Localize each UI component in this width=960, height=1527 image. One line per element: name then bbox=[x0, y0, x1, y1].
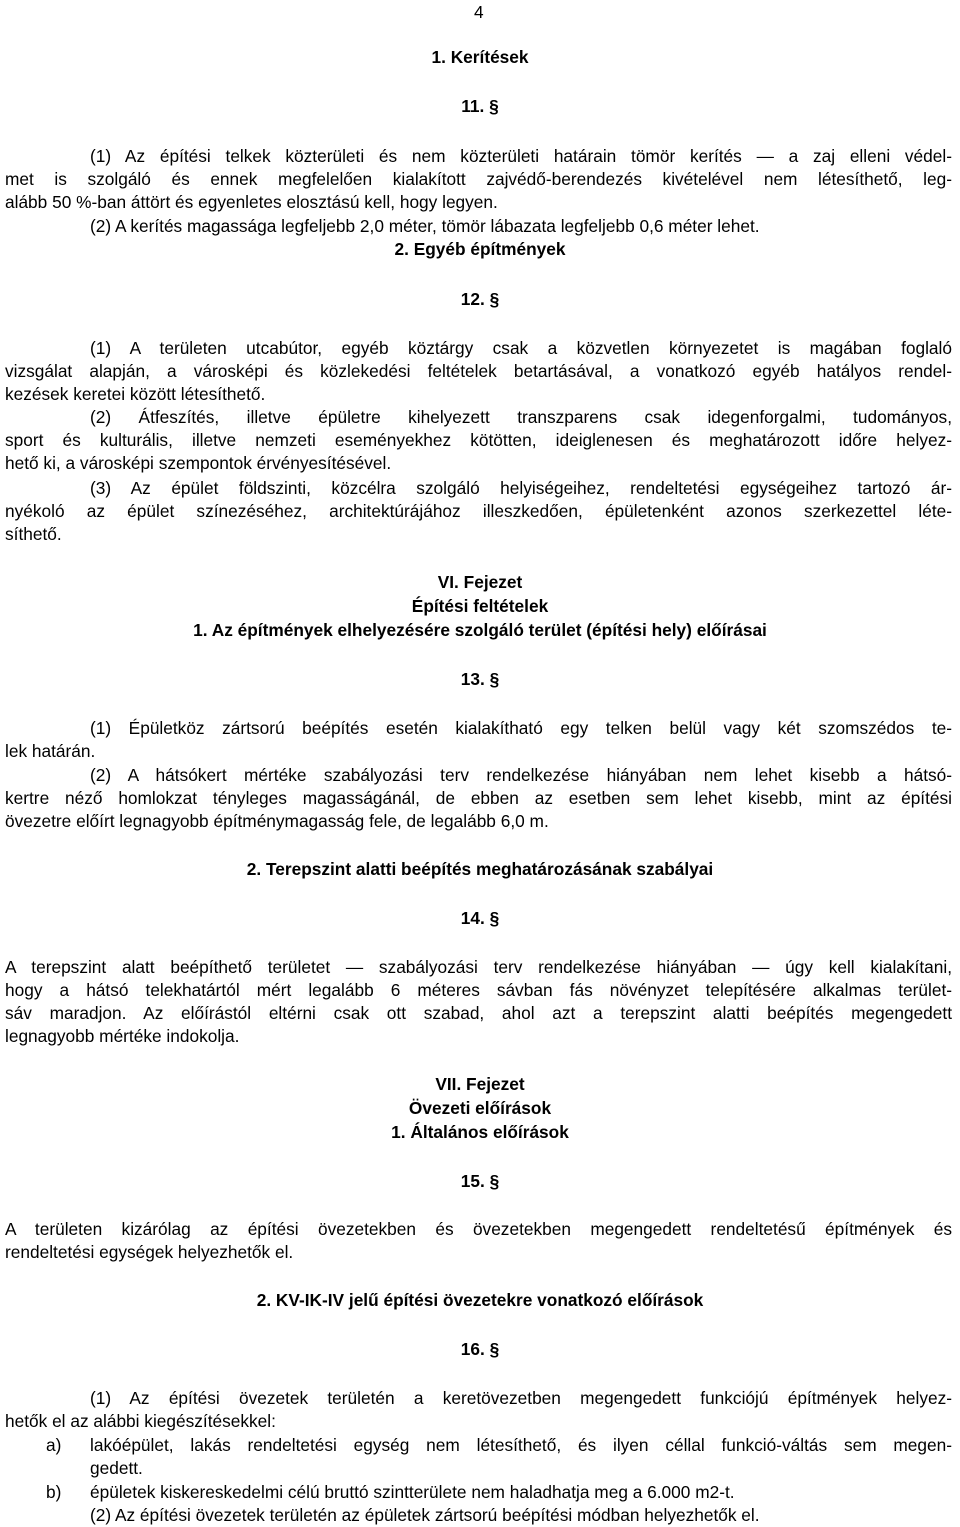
text-line: (1) A területen utcabútor, egyéb köztárgy csak a közvetlen környezetet is magában foglaló bbox=[90, 338, 952, 358]
text-line: övezetre előírt legnagyobb építménymagasság fele, de legalább 6,0 m. bbox=[5, 811, 549, 831]
text-line: nyékoló az épület színezéséhez, architektúrájához illeszkedően, épületenként azonos szerkezettel léte- bbox=[5, 501, 952, 521]
list-marker: b) bbox=[46, 1482, 62, 1502]
text-line: alább 50 %-ban áttört és egyenletes elosztású kell, hogy legyen. bbox=[5, 192, 498, 212]
list-item-text: gedett. bbox=[90, 1458, 143, 1478]
paragraph-number: 12. § bbox=[460, 289, 500, 309]
section-heading: 1. Az építmények elhelyezésére szolgáló terület (építési hely) előírásai bbox=[193, 620, 767, 640]
section-heading: 1. Általános előírások bbox=[391, 1122, 569, 1142]
paragraph-number: 16. § bbox=[460, 1339, 500, 1359]
text-line: hető ki, a városképi szempontok érvényesítésével. bbox=[5, 453, 392, 473]
text-line: legnagyobb mértéke indokolja. bbox=[5, 1026, 240, 1046]
text-line: kezések keretei között létesíthető. bbox=[5, 384, 266, 404]
text-line: (2) Az építési övezetek területén az épületek zártsorú beépítési módban helyezhetők el. bbox=[90, 1505, 760, 1525]
section-heading: 2. KV-IK-IV jelű építési övezetekre vonatkozó előírások bbox=[256, 1290, 704, 1310]
page-number: 4 bbox=[474, 2, 484, 22]
text-line: sáv maradjon. Az előírástól eltérni csak ott szabad, ahol azt a terepszint alatti beépítés megengedett bbox=[5, 1003, 952, 1023]
list-item-text: épületek kiskereskedelmi célú bruttó szintterülete nem haladhatja meg a 6.000 m2-t. bbox=[90, 1482, 735, 1502]
text-line: (1) Épületköz zártsorú beépítés esetén kialakítható egy telken belül vagy két szomszédos te- bbox=[90, 718, 952, 738]
text-line: rendeltetési egységek helyezhetők el. bbox=[5, 1242, 294, 1262]
paragraph-number: 14. § bbox=[460, 908, 500, 928]
section-heading: 2. Terepszint alatti beépítés meghatározásának szabályai bbox=[246, 859, 714, 879]
text-line: hogy a hátsó telekhatártól mért legalább 6 méteres sávban fás növényzet telepítésére alkalmas terület- bbox=[5, 980, 952, 1000]
paragraph-number: 11. § bbox=[461, 96, 499, 116]
text-line: síthető. bbox=[5, 524, 62, 544]
text-line: A területen kizárólag az építési övezetekben és övezetekben megengedett rendeltetésű építmények és bbox=[5, 1219, 952, 1239]
text-line: met is szolgáló és ennek megfelelően kialakított zajvédő-berendezés kivételével nem létesíthető, leg- bbox=[5, 169, 952, 189]
paragraph-number: 13. § bbox=[460, 669, 500, 689]
text-line: hetők el az alábbi kiegészítésekkel: bbox=[5, 1411, 276, 1431]
text-line: lek határán. bbox=[5, 741, 96, 761]
chapter-heading: VII. Fejezet bbox=[435, 1074, 525, 1094]
section-heading: 1. Kerítések bbox=[431, 47, 529, 67]
text-line: sport és kulturális, illetve nemzeti eseményekhez kötötten, ideiglenesen és meghatározott időre helyez- bbox=[5, 430, 952, 450]
text-line: (2) Átfeszítés, illetve épületre kihelyezett transzparens csak idegenforgalmi, tudományos, bbox=[90, 407, 952, 427]
text-line: (1) Az építési telkek közterületi és nem közterületi határain tömör kerítés — a zaj elleni védel- bbox=[90, 146, 952, 166]
text-line: vizsgálat alapján, a városképi és közlekedési feltételek betartásával, a vonatkozó egyéb hatályos rendel- bbox=[5, 361, 952, 381]
chapter-title: Építési feltételek bbox=[411, 596, 549, 616]
text-line: (3) Az épület földszinti, közcélra szolgáló helyiségeihez, rendeltetési egységeihez tartozó ár- bbox=[90, 478, 952, 498]
chapter-title: Övezeti előírások bbox=[408, 1098, 552, 1118]
paragraph-number: 15. § bbox=[460, 1171, 500, 1191]
list-item-text: lakóépület, lakás rendeltetési egység nem létesíthető, és ilyen céllal funkció-váltás sem megen- bbox=[90, 1435, 952, 1455]
text-line: (2) A kerítés magassága legfeljebb 2,0 méter, tömör lábazata legfeljebb 0,6 méter lehet. bbox=[90, 216, 760, 236]
chapter-heading: VI. Fejezet bbox=[437, 572, 523, 592]
section-heading: 2. Egyéb építmények bbox=[394, 239, 566, 259]
list-marker: a) bbox=[46, 1435, 62, 1455]
text-line: (1) Az építési övezetek területén a keretövezetben megengedett funkciójú építmények helyez- bbox=[90, 1388, 952, 1408]
text-line: (2) A hátsókert mértéke szabályozási terv rendelkezése hiányában nem lehet kisebb a hátsó- bbox=[90, 765, 952, 785]
text-line: A terepszint alatt beépíthető területet — szabályozási terv rendelkezése hiányában — úgy kell kialakítani, bbox=[5, 957, 952, 977]
text-line: kertre néző homlokzat tényleges magasságánál, de ebben az esetben sem lehet kisebb, mint az építési bbox=[5, 788, 952, 808]
